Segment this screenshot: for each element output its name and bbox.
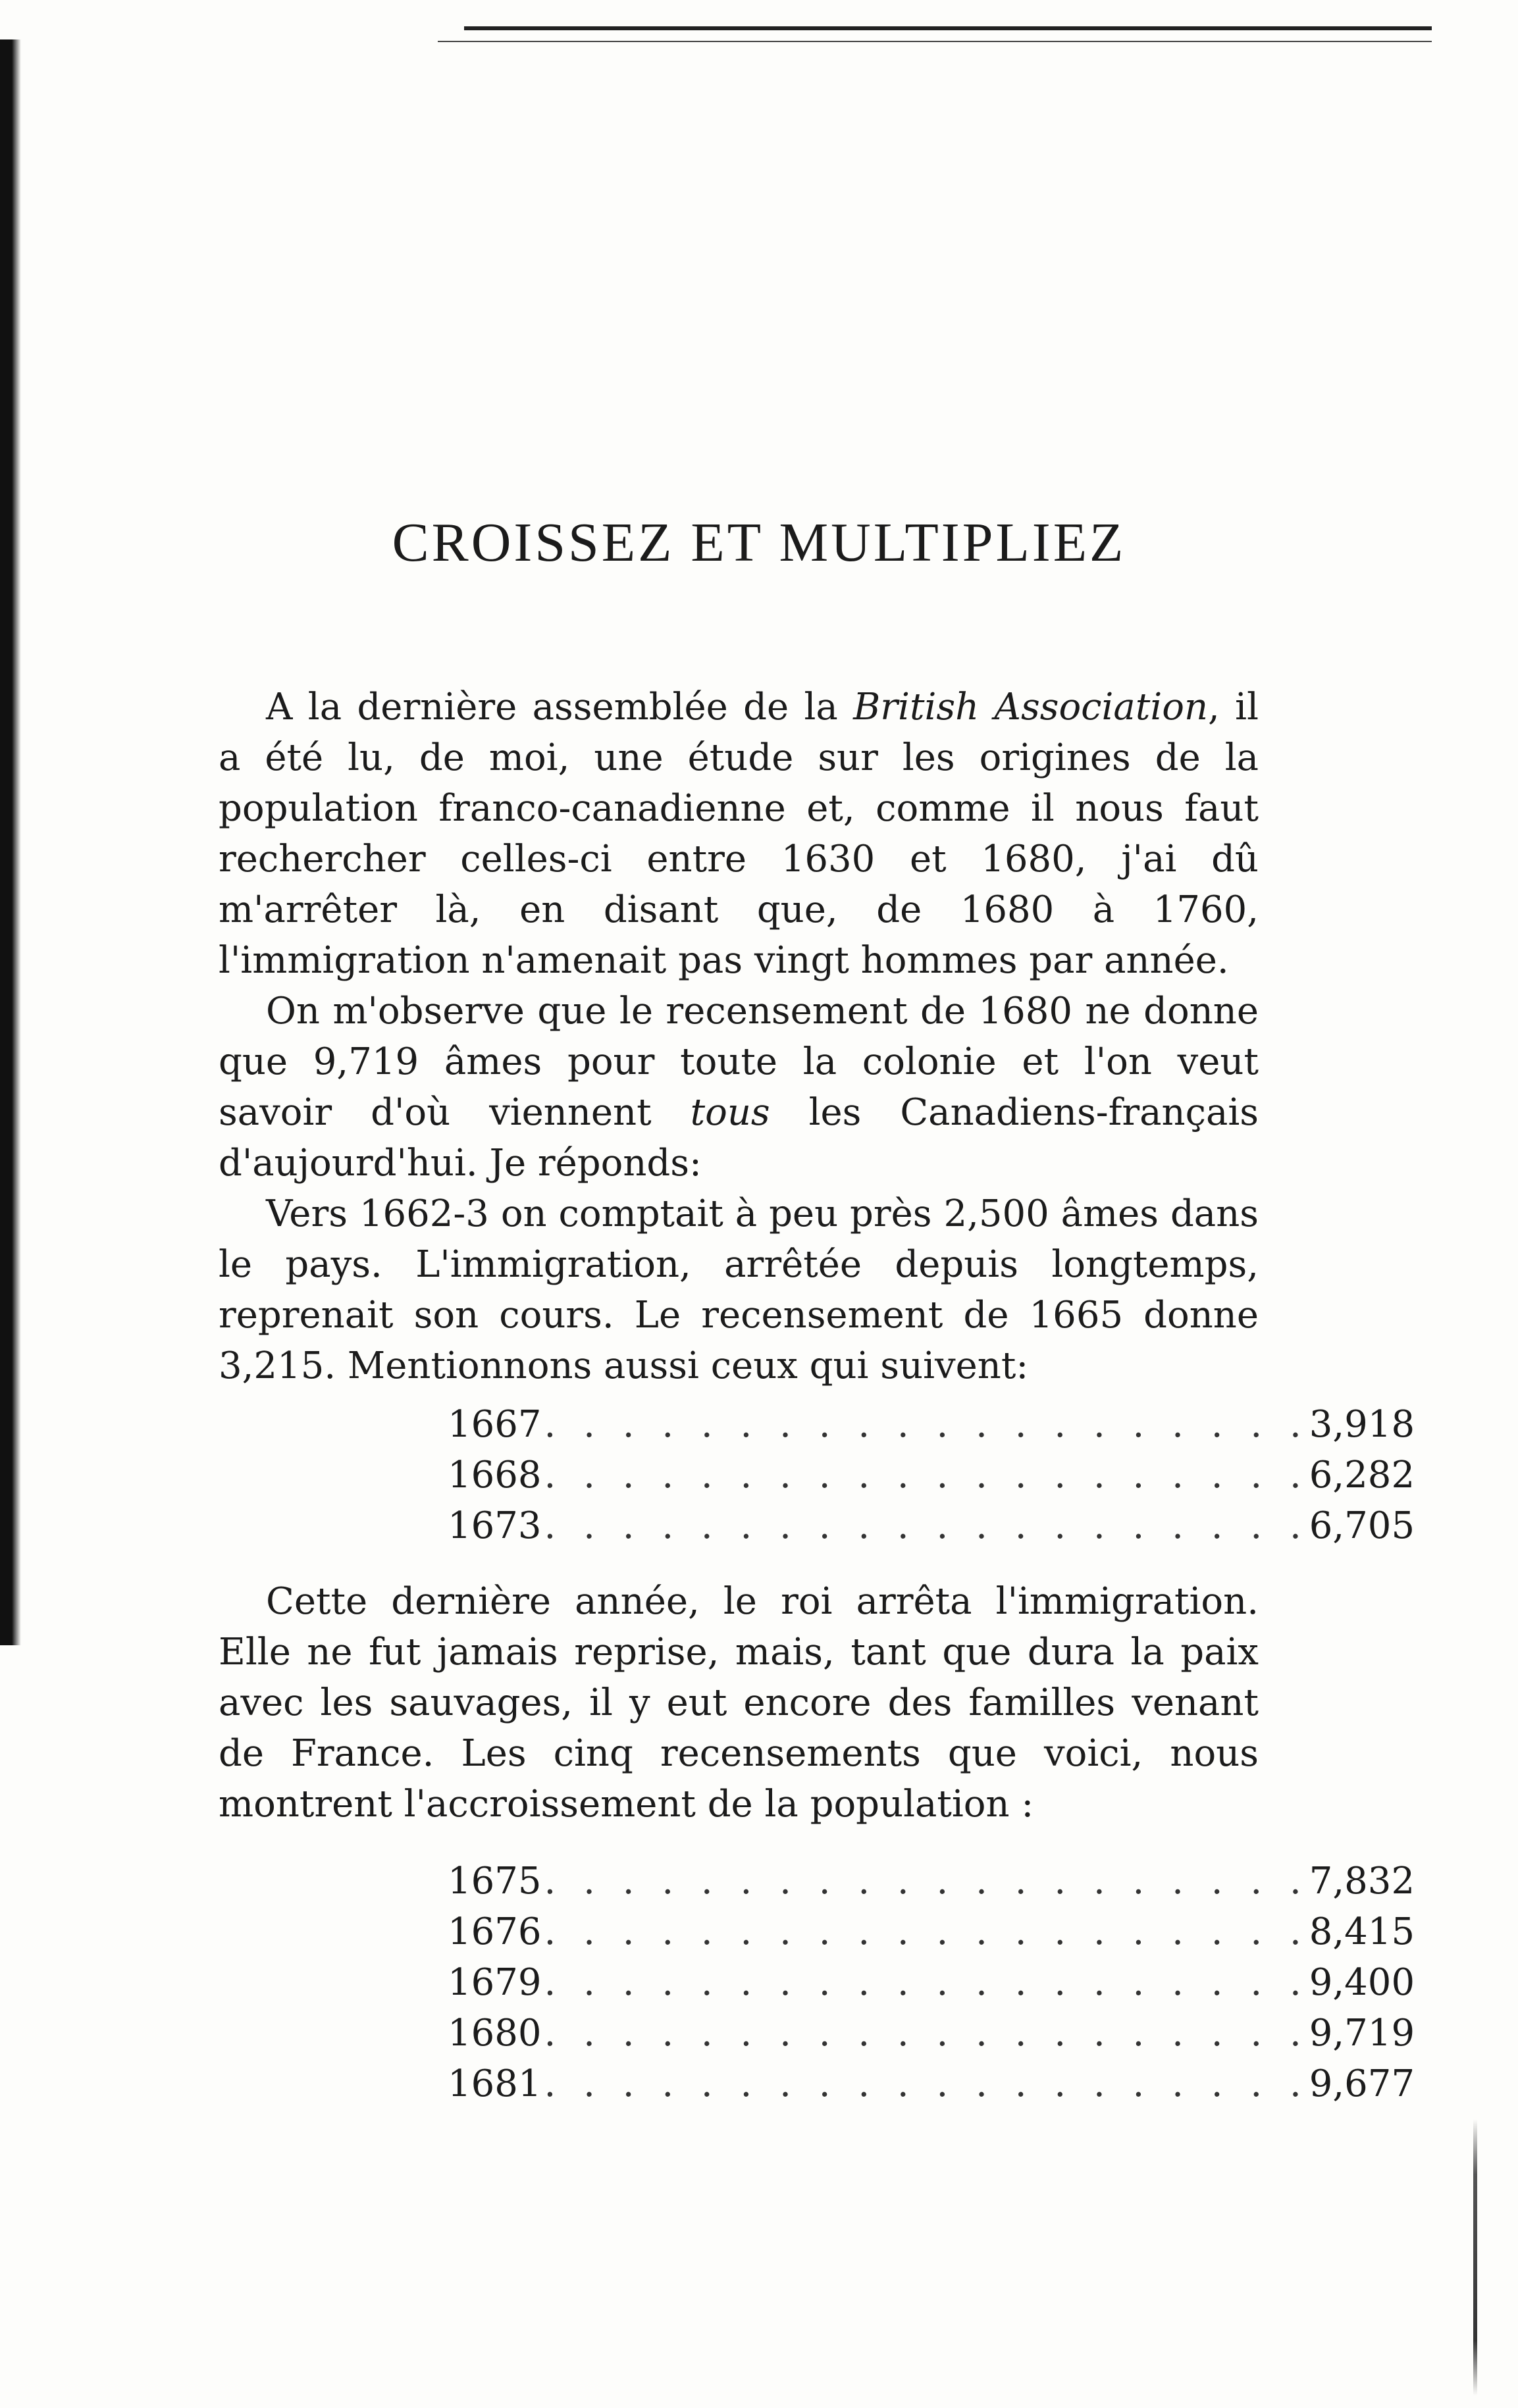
- leader-dots: . . . . . . . . . . . . . . . . . . . .: [544, 1961, 1309, 2004]
- paragraph-1-italic: British Association: [853, 686, 1209, 729]
- row-value: 9,400: [1309, 1961, 1415, 2004]
- row-value: 9,677: [1309, 2062, 1415, 2105]
- row-value: 6,282: [1309, 1454, 1415, 1497]
- row-year: 1667: [448, 1403, 542, 1446]
- row-year: 1673: [448, 1504, 542, 1547]
- row-value: 7,832: [1309, 1860, 1415, 1903]
- census-table-1: [448, 1399, 1415, 1551]
- census-table-2: [448, 1856, 1415, 2109]
- header-rule-thin: [438, 41, 1432, 42]
- body-text-section-2: [219, 1576, 1259, 1830]
- leader-dots: . . . . . . . . . . . . . . . . . . . .: [544, 1403, 1309, 1446]
- leader-dots: . . . . . . . . . . . . . . . . . . . .: [544, 1910, 1309, 1953]
- paragraph-1-text-a: A la dernière assemblée de la: [266, 686, 854, 729]
- leader-dots: . . . . . . . . . . . . . . . . . . . .: [544, 2012, 1309, 2055]
- paragraph-4: Cette dernière année, le roi arrêta l'immigration. Elle ne fut jamais reprise, mais, tant que dura la paix avec les sauvages, il y eut encore des familles venant de France. Les cinq recensements que voici, nous montrent l'accroissement de la population :: [219, 1580, 1259, 1826]
- paragraph-1-text-b: , il a été lu, de moi, une étude sur les origines de la population franco-canadienne et, comme il nous faut rechercher celles-ci entre 1630 et 1680, j'ai dû m'arrêter là, en disant que, de 1680 à 1760, l'immigration n'amenait pas vingt hommes par année.: [219, 686, 1259, 982]
- paragraph-2: [219, 986, 1259, 1189]
- paragraph-2-text-b: les Canadiens-français d'aujourd'hui. Je réponds:: [219, 1091, 1259, 1185]
- page-binding-edge: [0, 39, 21, 1645]
- row-value: 6,705: [1309, 1504, 1415, 1547]
- leader-dots: . . . . . . . . . . . . . . . . . . . .: [544, 2062, 1309, 2105]
- table-row: [448, 1907, 1415, 1957]
- row-year: 1679: [448, 1961, 542, 2004]
- row-year: 1680: [448, 2012, 542, 2055]
- paragraph-2-text-a: On m'observe que le recensement de 1680 ne donne que 9,719 âmes pour toute la colonie et l'on veut savoir d'où viennent: [219, 990, 1259, 1134]
- table-row: [448, 1856, 1415, 1907]
- paragraph-1: [219, 682, 1259, 986]
- table-row: [448, 1500, 1415, 1551]
- leader-dots: . . . . . . . . . . . . . . . . . . . .: [544, 1504, 1309, 1547]
- header-rule: [464, 26, 1432, 30]
- row-year: 1668: [448, 1454, 542, 1497]
- body-text-section-1: [219, 682, 1259, 1391]
- row-value: 3,918: [1309, 1403, 1415, 1446]
- table-row: [448, 2008, 1415, 2059]
- paragraph-3: Vers 1662-3 on comptait à peu près 2,500 âmes dans le pays. L'immigration, arrêtée depuis longtemps, reprenait son cours. Le recensement de 1665 donne 3,215. Mentionnons aussi ceux qui suivent:: [219, 1192, 1259, 1387]
- row-year: 1681: [448, 2062, 542, 2105]
- page-title: CROISSEZ ET MULTIPLIEZ: [392, 512, 1126, 574]
- table-row: [448, 2059, 1415, 2109]
- paragraph-2-italic: tous: [690, 1091, 770, 1134]
- page-edge-mark: [1473, 2119, 1477, 2395]
- table-row: [448, 1399, 1415, 1450]
- leader-dots: . . . . . . . . . . . . . . . . . . . .: [544, 1860, 1309, 1903]
- row-year: 1675: [448, 1860, 542, 1903]
- table-row: [448, 1450, 1415, 1500]
- row-value: 9,719: [1309, 2012, 1415, 2055]
- leader-dots: . . . . . . . . . . . . . . . . . . . .: [544, 1454, 1309, 1497]
- table-row: [448, 1957, 1415, 2008]
- row-year: 1676: [448, 1910, 542, 1953]
- row-value: 8,415: [1309, 1910, 1415, 1953]
